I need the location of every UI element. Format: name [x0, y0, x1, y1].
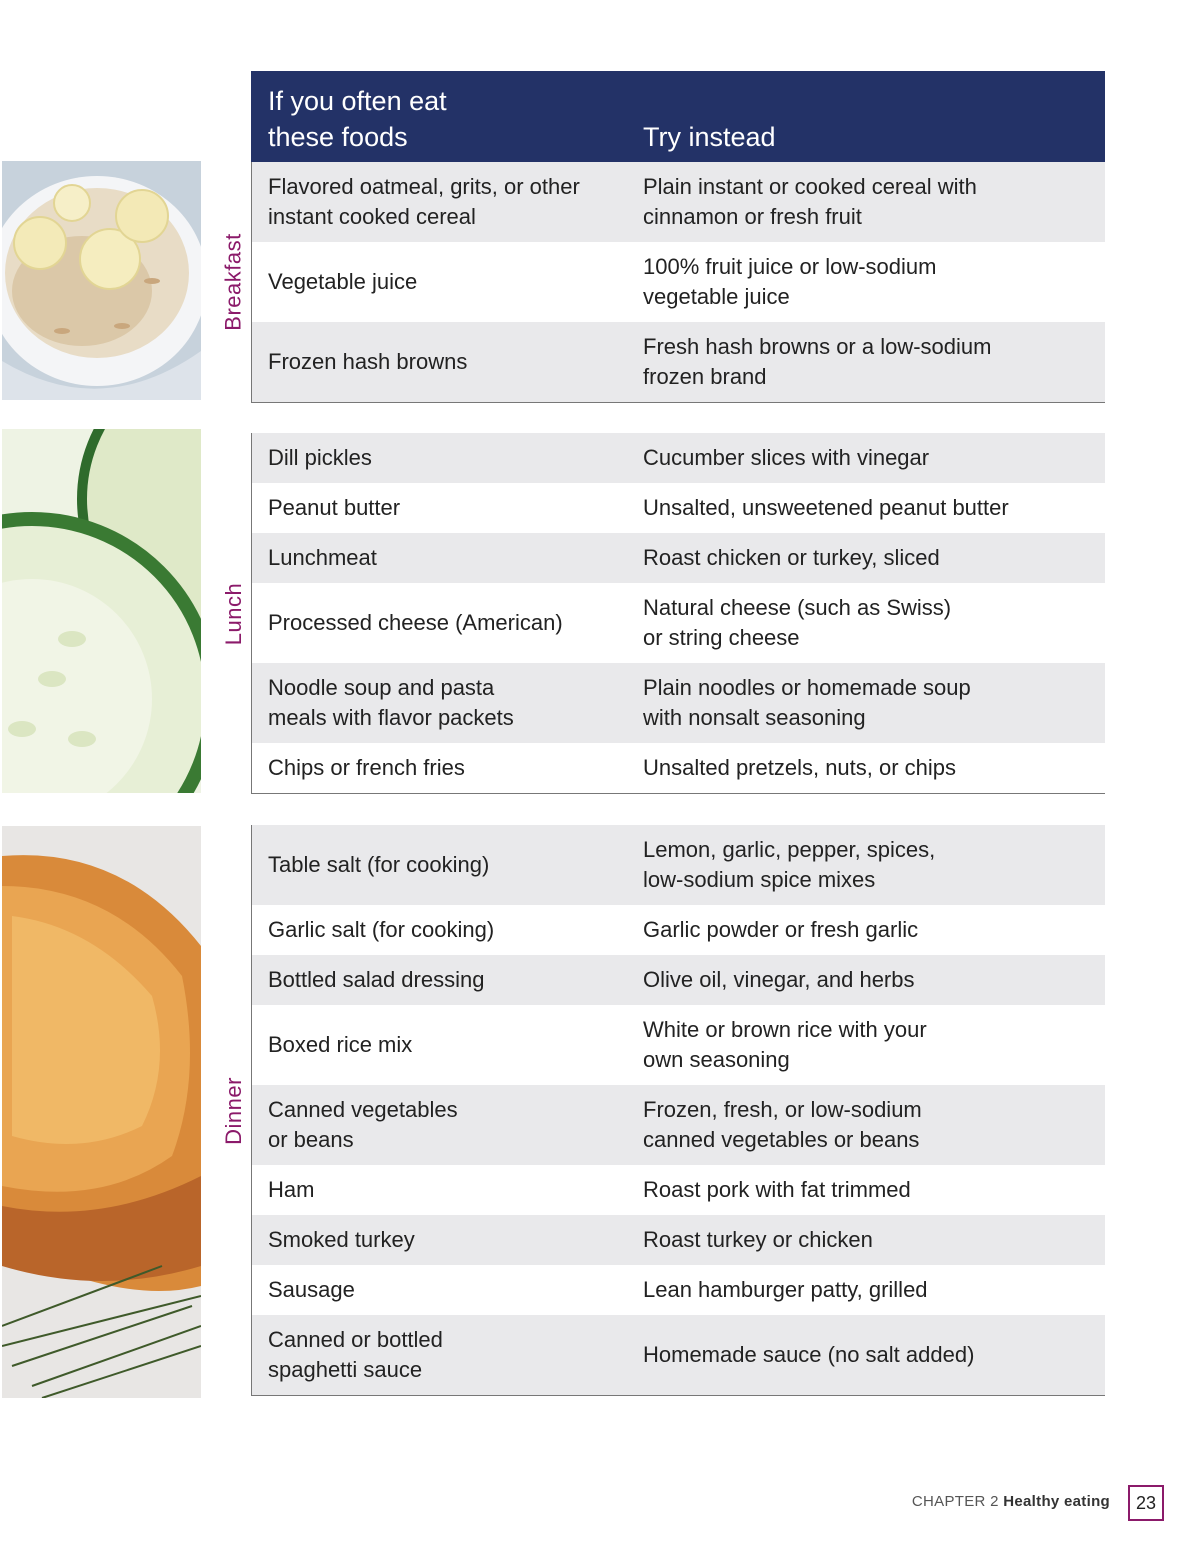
header-often-eat [268, 83, 608, 155]
try-instead-cell [643, 915, 1093, 945]
breakfast-section-label: Breakfast [221, 233, 246, 331]
cell-line: Vegetable juice [268, 269, 418, 294]
header-often-eat-line1: If you often eat [268, 86, 447, 116]
cell-line: spaghetti sauce [268, 1357, 423, 1382]
cell-line: Canned vegetables [268, 1097, 458, 1122]
cell-line: Roast turkey or chicken [643, 1227, 873, 1252]
try-instead-cell [643, 1175, 1093, 1205]
often-eat-cell [268, 753, 628, 783]
table-row [252, 1265, 1105, 1315]
cell-line: Peanut butter [268, 495, 401, 520]
cell-line: Cucumber slices with vinegar [643, 445, 930, 470]
table-row [252, 1315, 1105, 1395]
cell-line: Unsalted pretzels, nuts, or chips [643, 755, 957, 780]
cell-line: Frozen hash browns [268, 349, 468, 374]
cell-line: instant cooked cereal [268, 204, 476, 229]
cell-line: Natural cheese (such as Swiss) [643, 595, 952, 620]
cell-line: Lemon, garlic, pepper, spices, [643, 837, 936, 862]
dinner-section-label: Dinner [221, 1077, 246, 1145]
cell-line: low-sodium spice mixes [643, 867, 876, 892]
table-row [252, 433, 1105, 483]
cell-line: Homemade sauce (no salt added) [643, 1342, 975, 1367]
cell-line: Boxed rice mix [268, 1032, 413, 1057]
often-eat-cell [268, 172, 628, 232]
cell-line: meals with flavor packets [268, 705, 514, 730]
table-row [252, 322, 1105, 402]
cell-line: Roast pork with fat trimmed [643, 1177, 911, 1202]
cell-line: Garlic powder or fresh garlic [643, 917, 919, 942]
page-number: 23 [1128, 1485, 1164, 1521]
try-instead-cell [643, 493, 1093, 523]
table-header [251, 71, 1105, 162]
table-row [252, 162, 1105, 242]
cell-line: Dill pickles [268, 445, 372, 470]
often-eat-cell [268, 347, 628, 377]
table-row [252, 1215, 1105, 1265]
cell-line: Chips or french fries [268, 755, 465, 780]
cell-line: 100% fruit juice or low-sodium [643, 254, 937, 279]
try-instead-cell [643, 1225, 1093, 1255]
try-instead-cell [643, 543, 1093, 573]
cell-line: Processed cheese (American) [268, 610, 563, 635]
table-row [252, 955, 1105, 1005]
try-instead-cell [643, 593, 1093, 653]
often-eat-cell [268, 673, 628, 733]
cell-line: Olive oil, vinegar, and herbs [643, 967, 915, 992]
try-instead-cell [643, 443, 1093, 473]
cell-line: Table salt (for cooking) [268, 852, 490, 877]
cell-line: or string cheese [643, 625, 800, 650]
chapter-title: Healthy eating [1003, 1493, 1110, 1510]
often-eat-cell [268, 850, 628, 880]
oatmeal-banana-photo [2, 161, 201, 400]
often-eat-cell [268, 1325, 628, 1385]
cell-line: Fresh hash browns or a low-sodium [643, 334, 992, 359]
cell-line: vegetable juice [643, 284, 790, 309]
table-row [252, 1165, 1105, 1215]
lunch-table [251, 433, 1105, 794]
often-eat-cell [268, 443, 628, 473]
often-eat-cell [268, 1175, 628, 1205]
often-eat-cell [268, 965, 628, 995]
often-eat-cell [268, 1275, 628, 1305]
cell-line: Lean hamburger patty, grilled [643, 1277, 928, 1302]
table-row [252, 1085, 1105, 1165]
cell-line: Flavored oatmeal, grits, or other [268, 174, 580, 199]
table-row [252, 663, 1105, 743]
try-instead-cell [643, 835, 1093, 895]
try-instead-cell [643, 753, 1093, 783]
chapter-number: CHAPTER 2 [911, 1493, 999, 1510]
try-instead-cell [643, 1275, 1093, 1305]
cell-line: Garlic salt (for cooking) [268, 917, 495, 942]
cell-line: Smoked turkey [268, 1227, 415, 1252]
cell-line: Unsalted, unsweetened peanut butter [643, 495, 1009, 520]
roast-chicken-photo [2, 826, 201, 1398]
cell-line: Ham [268, 1177, 315, 1202]
table-row [252, 242, 1105, 322]
header-often-eat-line2: these foods [268, 122, 408, 152]
table-row [252, 583, 1105, 663]
try-instead-cell [643, 673, 1093, 733]
cell-line: Canned or bottled [268, 1327, 443, 1352]
often-eat-cell [268, 1225, 628, 1255]
try-instead-cell [643, 1340, 1093, 1370]
often-eat-cell [268, 915, 628, 945]
cell-line: or beans [268, 1127, 354, 1152]
try-instead-cell [643, 252, 1093, 312]
table-row [252, 905, 1105, 955]
cell-line: canned vegetables or beans [643, 1127, 920, 1152]
cell-line: Sausage [268, 1277, 355, 1302]
cell-line: Roast chicken or turkey, sliced [643, 545, 940, 570]
table-row [252, 483, 1105, 533]
cell-line: Lunchmeat [268, 545, 377, 570]
try-instead-cell [643, 1095, 1093, 1155]
cell-line: cinnamon or fresh fruit [643, 204, 862, 229]
cell-line: Bottled salad dressing [268, 967, 485, 992]
often-eat-cell [268, 1030, 628, 1060]
lunch-section-label: Lunch [221, 582, 247, 646]
cell-line: own seasoning [643, 1047, 790, 1072]
cell-line: frozen brand [643, 364, 767, 389]
cell-line: Noodle soup and pasta [268, 675, 495, 700]
chapter-footer [912, 1493, 1110, 1510]
often-eat-cell [268, 608, 628, 638]
dinner-table [251, 825, 1105, 1396]
breakfast-table [251, 162, 1105, 403]
table-row [252, 1005, 1105, 1085]
cell-line: White or brown rice with your [643, 1017, 927, 1042]
cell-line: Plain noodles or homemade soup [643, 675, 971, 700]
often-eat-cell [268, 267, 628, 297]
table-row [252, 825, 1105, 905]
try-instead-cell [643, 172, 1093, 232]
try-instead-cell [643, 1015, 1093, 1075]
cell-line: Plain instant or cooked cereal with [643, 174, 977, 199]
cucumber-slices-photo [2, 429, 201, 793]
table-row [252, 743, 1105, 793]
cell-line: with nonsalt seasoning [643, 705, 866, 730]
often-eat-cell [268, 493, 628, 523]
try-instead-cell [643, 965, 1093, 995]
table-row [252, 533, 1105, 583]
often-eat-cell [268, 543, 628, 573]
try-instead-cell [643, 332, 1093, 392]
header-try-instead: Try instead [643, 122, 776, 152]
often-eat-cell [268, 1095, 628, 1155]
cell-line: Frozen, fresh, or low-sodium [643, 1097, 922, 1122]
